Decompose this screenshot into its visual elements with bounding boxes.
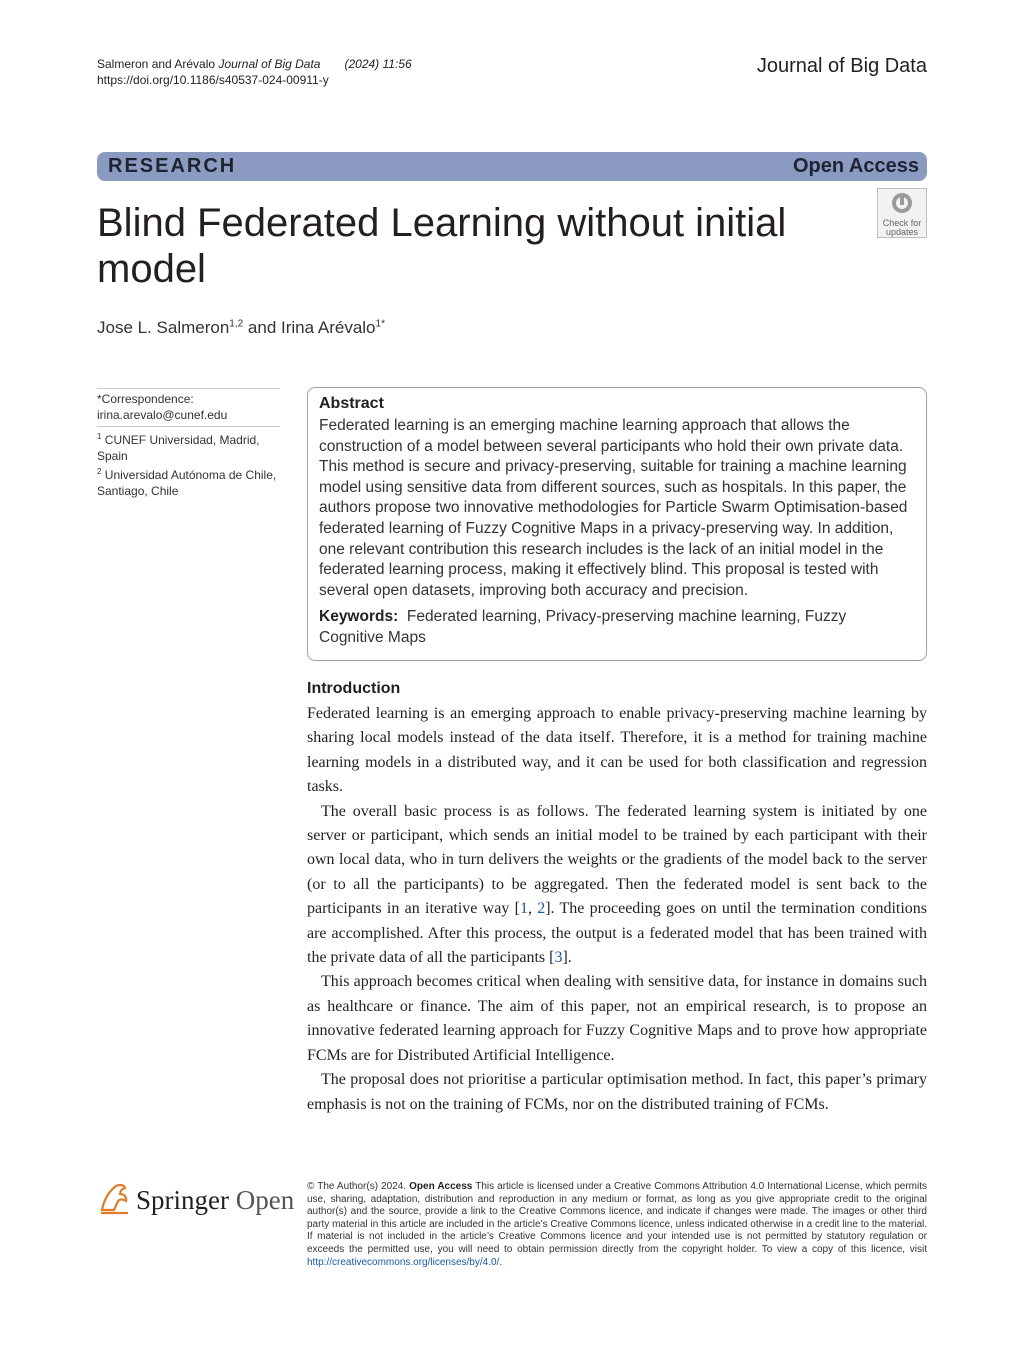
cite-journal: Journal of Big Data xyxy=(218,57,321,71)
citation-ref-2[interactable]: 2 xyxy=(537,900,546,918)
badge-line-2: updates xyxy=(885,227,919,237)
logo-springer: Springer xyxy=(136,1185,229,1215)
article-title: Blind Federated Learning without initial model xyxy=(97,201,787,291)
intro-paragraph-3: This approach becomes critical when dealing with sensitive data, for instance in domains such as healthcare or finance. The aim of this paper, not an empirical research, is to propose an innovative federated learning approach for Fuzzy Cognitive Maps and to prove how appropriate FCMs are for Distributed Artificial Intelligence. xyxy=(307,973,927,1064)
affiliation-1: $^1$ CUNEF Universidad, Madrid, Spain xyxy=(97,432,260,463)
affiliation-2: $^2$ Universidad Autónoma de Chile, Santiago, Chile xyxy=(97,467,277,498)
running-header xyxy=(97,56,412,88)
badge-line-1: Check for xyxy=(882,218,922,228)
license-oa-label: Open Access xyxy=(409,1181,473,1192)
springer-open-logo xyxy=(98,1180,295,1223)
license-notice: © The Author(s) 2024. Open Access This article is licensed under a Creative Commons Attribution 4.0 International License, which permits use, sharing, adaptation, distribution and reproduction in any medium or format, as long as you give appropriate credit to the original author(s) and the source, provide a link to the Creative Commons licence, and indicate if changes were made. The images or other third party material in this article are included in the article’s Creative Commons licence, unless indicated otherwise in a credit line to the material. If material is not included in the article’s Creative Commons licence and your intended use is not permitted by statutory regulation or exceeds the permitted use, you will need to obtain permission directly from the copyright holder. To view a copy of this licence, visit http://creativecommons.org/licenses/by/4.0/. xyxy=(307,1181,927,1268)
intro-paragraph-1: Federated learning is an emerging approach to enable privacy-preserving machine learning by sharing local models instead of the data itself. Therefore, it is a method for training machine learning models in a distributed way, and it can be used for both classification and regression tasks. xyxy=(307,705,927,796)
open-access-label: Open Access xyxy=(793,155,919,177)
correspondence-sidebar xyxy=(97,388,280,502)
author-2[interactable]: Irina Arévalo xyxy=(281,318,376,337)
intro-paragraph-4: The proposal does not prioritise a particular optimisation method. In fact, this paper’s primary emphasis is not on the training of FCMs, nor on the distributed training of FCMs. xyxy=(307,1071,927,1113)
author-conjunction: and xyxy=(243,318,282,337)
cite-authors: Salmeron and Arévalo xyxy=(97,57,216,71)
cite-volume: (2024) 11:56 xyxy=(344,57,412,71)
keywords-list: Federated learning, Privacy-preserving machine learning, Fuzzy Cognitive Maps xyxy=(319,608,847,646)
abstract-box xyxy=(307,387,927,661)
check-for-updates-badge[interactable] xyxy=(877,188,927,238)
author-2-affil: 1* xyxy=(375,318,385,330)
keywords-label: Keywords: xyxy=(319,608,399,626)
doi-link[interactable]: https://doi.org/10.1186/s40537-024-00911-y xyxy=(97,73,329,87)
correspondence-label: *Correspondence: xyxy=(97,392,194,406)
correspondence-email[interactable]: irina.arevalo@cunef.edu xyxy=(97,408,228,422)
copyright: © The Author(s) 2024. xyxy=(307,1181,407,1192)
citation-ref-1[interactable]: 1 xyxy=(519,900,528,918)
author-1[interactable]: Jose L. Salmeron xyxy=(97,318,230,337)
author-1-affil: 1,2 xyxy=(229,318,244,330)
abstract-text: Federated learning is an emerging machine learning approach that allows the construction of a model between several participants who hold their own private data. This method is secure and privacy-preserving, suitable for training a machine learning model using sensitive data from different sources, such as hospitals. In this paper, the authors propose two innovative methodologies for Particle Swarm Optimisation-based federated learning of Fuzzy Cognitive Maps in a privacy-preserving way. In addition, one relevant contribution this research includes is the lack of an initial model in the federated learning process, making it effectively blind. This proposal is tested with several open datasets, improving both accuracy and precision. xyxy=(319,417,908,599)
springer-horse-icon xyxy=(98,1180,132,1218)
article-type-banner xyxy=(97,152,927,181)
introduction-body xyxy=(307,702,927,1117)
citation-line xyxy=(97,56,412,72)
logo-open: Open xyxy=(235,1185,295,1215)
keywords xyxy=(319,607,915,648)
intro-paragraph-2: The overall basic process is as follows. The federated learning system is initiated by one server or participant, which sends an initial model to be trained by each participant with their own local data, who in turn delivers the weights or the gradients of the model back to the server (or to all the participants) to be aggregated. Then the federated model is sent back to the participants in an iterative way [1, 2]. The proceeding goes on until the termination conditions are accomplished. After this process, the output is a federated model that has been trained with the private data of all the participants [3]. xyxy=(307,802,928,967)
introduction-heading: Introduction xyxy=(307,680,401,697)
author-list xyxy=(97,318,385,338)
license-link[interactable]: http://creativecommons.org/licenses/by/4.0/ xyxy=(307,1256,500,1268)
check-updates-icon xyxy=(891,192,913,214)
abstract-heading: Abstract xyxy=(319,395,384,412)
research-label: RESEARCH xyxy=(108,155,237,177)
journal-name: Journal of Big Data xyxy=(756,55,927,77)
citation-ref-3[interactable]: 3 xyxy=(554,949,563,967)
